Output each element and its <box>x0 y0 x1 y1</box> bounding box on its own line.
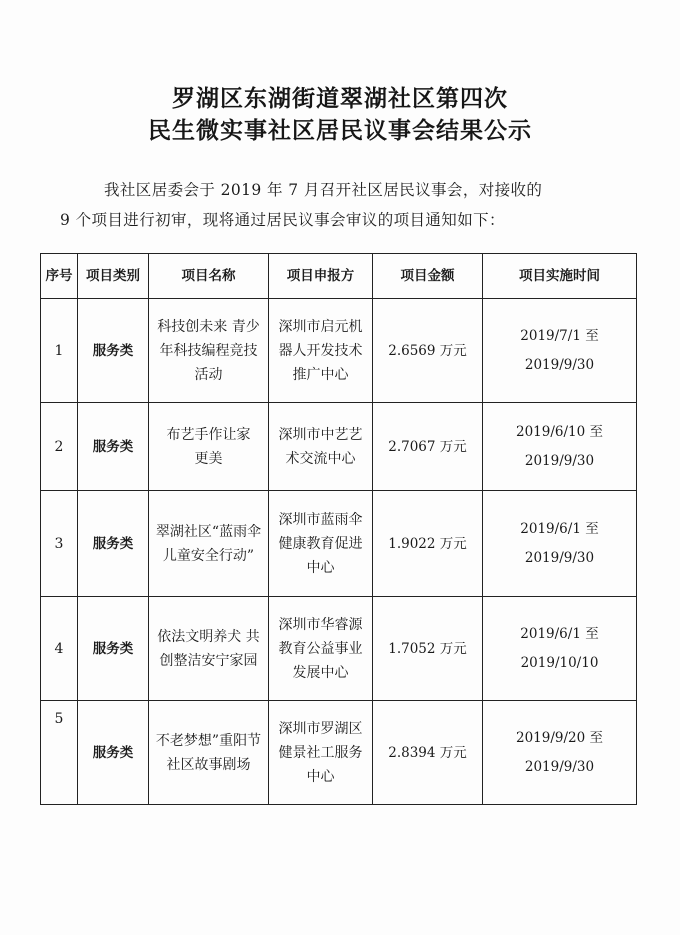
header-no: 序号 <box>41 254 78 299</box>
name-line: 科技创未来 青少 <box>157 318 260 335</box>
row-project-name <box>149 491 269 597</box>
applicant-line: 深圳市中艺艺 <box>278 426 363 443</box>
applicant-line: 中心 <box>306 768 335 785</box>
row-category: 服务类 <box>78 403 149 491</box>
table-row <box>41 701 637 805</box>
row-period <box>483 299 637 403</box>
row-applicant <box>269 299 373 403</box>
row-applicant <box>269 403 373 491</box>
row-project-name <box>149 597 269 701</box>
row-applicant <box>269 701 373 805</box>
applicant-line: 中心 <box>306 559 335 576</box>
row-no: 1 <box>41 299 78 403</box>
row-project-name <box>149 299 269 403</box>
table-row <box>41 597 637 701</box>
row-applicant <box>269 597 373 701</box>
title-line-2: 民生微实事社区居民议事会结果公示 <box>148 117 532 144</box>
header-amount: 项目金额 <box>373 254 483 299</box>
row-period <box>483 597 637 701</box>
row-no: 2 <box>41 403 78 491</box>
row-category: 服务类 <box>78 299 149 403</box>
row-no: 4 <box>41 597 78 701</box>
title-line-1: 罗湖区东湖街道翠湖社区第四次 <box>172 85 508 112</box>
period-end: 2019/9/30 <box>524 549 595 566</box>
name-line: 布艺手作让家 <box>166 426 251 443</box>
intro-line-1: 我社区居委会于 2019 年 7 月召开社区居民议事会，对接收的 <box>104 181 543 199</box>
applicant-line: 教育公益事业 <box>278 640 363 657</box>
period-start: 2019/6/1 至 <box>520 520 599 537</box>
name-line: 活动 <box>194 366 223 383</box>
applicant-line: 深圳市启元机 <box>278 318 363 335</box>
period-start: 2019/7/1 至 <box>520 327 599 344</box>
row-amount: 2.7067 万元 <box>373 403 483 491</box>
row-period <box>483 491 637 597</box>
project-table <box>40 253 637 805</box>
period-end: 2019/9/30 <box>524 758 595 775</box>
period-start: 2019/6/1 至 <box>520 625 599 642</box>
name-line: 儿童安全行动” <box>162 547 255 564</box>
name-line: 不老梦想”重阳节 <box>155 732 262 749</box>
period-end: 2019/9/30 <box>524 356 595 373</box>
row-amount: 1.9022 万元 <box>373 491 483 597</box>
period-start: 2019/6/10 至 <box>515 423 603 440</box>
applicant-line: 器人开发技术 <box>278 342 363 359</box>
row-period <box>483 701 637 805</box>
applicant-line: 深圳市蓝雨伞 <box>278 511 363 528</box>
name-line: 社区故事剧场 <box>166 756 251 773</box>
applicant-line: 深圳市华睿源 <box>278 616 363 633</box>
row-amount: 1.7052 万元 <box>373 597 483 701</box>
header-name: 项目名称 <box>149 254 269 299</box>
header-period: 项目实施时间 <box>483 254 637 299</box>
applicant-line: 推广中心 <box>292 366 349 383</box>
intro-line-2: 9 个项目进行初审，现将通过居民议事会审议的项目通知如下： <box>60 211 505 229</box>
table-row <box>41 403 637 491</box>
row-amount: 2.8394 万元 <box>373 701 483 805</box>
row-project-name <box>149 701 269 805</box>
applicant-line: 健景社工服务 <box>278 744 363 761</box>
period-end: 2019/10/10 <box>520 654 599 671</box>
applicant-line: 健康教育促进 <box>278 535 363 552</box>
header-category: 项目类别 <box>78 254 149 299</box>
applicant-line: 发展中心 <box>292 664 349 681</box>
name-line: 翠湖社区“蓝雨伞 <box>155 523 262 540</box>
row-category: 服务类 <box>78 701 149 805</box>
row-no: 5 <box>41 701 78 805</box>
table-header-row <box>41 254 637 299</box>
period-start: 2019/9/20 至 <box>515 729 603 746</box>
name-line: 更美 <box>194 450 223 467</box>
row-no: 3 <box>41 491 78 597</box>
row-category: 服务类 <box>78 491 149 597</box>
applicant-line: 术交流中心 <box>285 450 356 467</box>
period-end: 2019/9/30 <box>524 452 595 469</box>
row-amount: 2.6569 万元 <box>373 299 483 403</box>
name-line: 创整洁安宁家园 <box>159 652 258 669</box>
table-row <box>41 299 637 403</box>
row-category: 服务类 <box>78 597 149 701</box>
applicant-line: 深圳市罗湖区 <box>278 720 363 737</box>
name-line: 依法文明养犬 共 <box>157 628 260 645</box>
row-applicant <box>269 491 373 597</box>
name-line: 年科技编程竞技 <box>159 342 258 359</box>
table-row <box>41 491 637 597</box>
row-project-name <box>149 403 269 491</box>
header-applicant: 项目申报方 <box>269 254 373 299</box>
row-period <box>483 403 637 491</box>
